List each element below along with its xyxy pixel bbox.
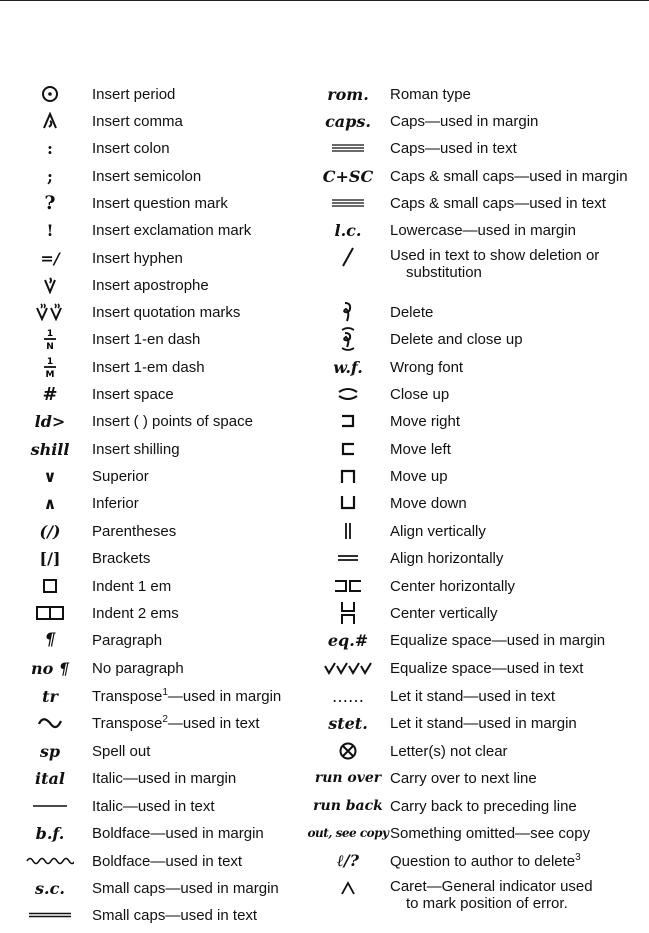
list-item bbox=[18, 875, 279, 901]
list-item bbox=[316, 518, 486, 544]
item-label: Move up bbox=[390, 467, 448, 485]
something-omitted-icon: out, see copy bbox=[307, 826, 389, 840]
list-item bbox=[18, 765, 236, 791]
list-item bbox=[18, 245, 183, 271]
item-label: Equalize space—used in text bbox=[390, 659, 584, 677]
item-label: Insert hyphen bbox=[92, 249, 183, 267]
svg-text:1: 1 bbox=[46, 357, 54, 367]
shilling-icon: shill bbox=[30, 439, 70, 459]
wrong-font-icon: w.f. bbox=[333, 357, 363, 377]
list-item bbox=[316, 354, 463, 380]
italic-text-icon bbox=[18, 802, 82, 810]
inferior-icon: ∧ bbox=[43, 493, 57, 513]
item-label: Insert quotation marks bbox=[92, 303, 241, 321]
list-item bbox=[18, 354, 205, 380]
item-label: Used in text to show deletion or substitution bbox=[390, 247, 600, 281]
center-horizontally-icon bbox=[316, 579, 380, 593]
list-item bbox=[316, 490, 467, 516]
caps-small-caps-text-icon bbox=[316, 198, 380, 208]
list-item bbox=[313, 793, 577, 819]
list-item bbox=[18, 820, 264, 846]
list-item bbox=[316, 381, 449, 407]
list-item bbox=[18, 408, 253, 434]
list-item bbox=[18, 272, 209, 298]
svg-text:1: 1 bbox=[46, 329, 54, 339]
list-item bbox=[316, 683, 555, 709]
item-label: Italic—used in text bbox=[92, 797, 215, 815]
align-vertically-icon bbox=[316, 522, 380, 540]
item-label: Insert exclamation mark bbox=[92, 221, 252, 239]
list-item bbox=[18, 190, 228, 216]
item-label: Carry over to next line bbox=[390, 769, 537, 787]
space-icon: # bbox=[42, 383, 58, 405]
roman-type-icon: rom. bbox=[327, 84, 369, 104]
colon-icon: : bbox=[47, 138, 53, 158]
transpose-margin-icon: tr bbox=[42, 686, 58, 706]
question-to-author-icon: ℓ/? bbox=[336, 851, 360, 870]
list-item bbox=[18, 683, 281, 709]
item-label: Brackets bbox=[92, 549, 151, 567]
list-item bbox=[316, 436, 451, 462]
top-rule bbox=[0, 0, 649, 1]
list-item bbox=[316, 190, 606, 216]
item-label: Insert space bbox=[92, 385, 174, 403]
list-item bbox=[316, 135, 517, 161]
list-item bbox=[18, 655, 184, 681]
lowercase-margin-icon: l.c. bbox=[334, 220, 362, 240]
list-item bbox=[18, 163, 201, 189]
item-label: Equalize space—used in margin bbox=[390, 631, 606, 649]
question-mark-icon: ? bbox=[44, 192, 56, 214]
item-label: Move right bbox=[390, 412, 461, 430]
item-label: Caps—used in text bbox=[390, 139, 517, 157]
list-item bbox=[316, 738, 508, 764]
paragraph-icon: ¶ bbox=[44, 630, 56, 650]
list-item bbox=[18, 436, 180, 462]
caps-text-icon bbox=[316, 143, 380, 153]
list-item bbox=[316, 765, 537, 791]
list-item bbox=[316, 627, 605, 653]
indent-1-em-icon bbox=[18, 578, 82, 594]
list-item bbox=[18, 326, 200, 352]
item-label: Lowercase—used in margin bbox=[390, 221, 576, 239]
list-item bbox=[316, 408, 460, 434]
period-circle-icon bbox=[18, 85, 82, 103]
equalize-space-text-icon bbox=[316, 661, 380, 675]
item-label: Delete bbox=[390, 303, 434, 321]
indent-2-ems-icon bbox=[18, 605, 82, 621]
item-label: Caps & small caps—used in margin bbox=[390, 167, 628, 185]
list-item bbox=[316, 710, 577, 736]
item-label: Italic—used in margin bbox=[92, 769, 237, 787]
apostrophe-icon bbox=[18, 276, 82, 294]
small-caps-margin-icon: s.c. bbox=[35, 878, 65, 898]
move-down-icon bbox=[316, 495, 380, 511]
item-label: Roman type bbox=[390, 85, 471, 103]
boldface-margin-icon: b.f. bbox=[35, 823, 65, 843]
center-vertically-icon bbox=[316, 601, 380, 625]
move-left-icon bbox=[316, 442, 380, 456]
item-label: Indent 2 ems bbox=[92, 604, 179, 622]
item-label: Caps—used in margin bbox=[390, 112, 539, 130]
no-paragraph-icon: no ¶ bbox=[30, 658, 70, 678]
list-item bbox=[18, 135, 170, 161]
list-item bbox=[316, 217, 576, 243]
list-item bbox=[316, 878, 593, 918]
item-label: Small caps—used in text bbox=[92, 906, 258, 924]
item-label: Insert colon bbox=[92, 139, 170, 157]
points-of-space-icon: ld> bbox=[34, 411, 66, 431]
list-item bbox=[316, 463, 448, 489]
item-label: Let it stand—used in margin bbox=[390, 714, 577, 732]
list-item bbox=[316, 848, 581, 874]
list-item bbox=[316, 545, 503, 571]
caps-small-caps-margin-icon: C+SC bbox=[322, 166, 374, 186]
close-up-icon bbox=[316, 387, 380, 401]
list-item bbox=[18, 518, 176, 544]
delete-icon bbox=[316, 301, 380, 323]
item-label: Wrong font bbox=[390, 358, 464, 376]
list-item bbox=[18, 573, 171, 599]
item-label: Insert semicolon bbox=[92, 167, 202, 185]
item-label: Insert 1-en dash bbox=[92, 330, 201, 348]
spell-out-icon: sp bbox=[39, 741, 61, 761]
list-item bbox=[18, 710, 260, 736]
slash-icon bbox=[316, 247, 380, 267]
item-label: Inferior bbox=[92, 494, 139, 512]
small-caps-text-icon bbox=[18, 911, 82, 919]
item-label: Move down bbox=[390, 494, 467, 512]
item-label: Small caps—used in margin bbox=[92, 879, 279, 897]
item-label: Let it stand—used in text bbox=[390, 687, 556, 705]
hyphen-icon: =/ bbox=[40, 248, 60, 268]
semicolon-icon: ; bbox=[47, 166, 53, 186]
caps-margin-icon: caps. bbox=[325, 111, 371, 131]
list-item bbox=[316, 573, 515, 599]
list-item bbox=[316, 108, 538, 134]
item-label: Insert 1-em dash bbox=[92, 358, 205, 376]
list-item bbox=[316, 326, 523, 352]
carry-back-icon: run back bbox=[313, 798, 383, 814]
move-right-icon bbox=[316, 414, 380, 428]
list-item bbox=[316, 655, 583, 681]
em-dash-icon bbox=[18, 356, 82, 378]
item-label: Center vertically bbox=[390, 604, 498, 622]
superior-icon: ∨ bbox=[43, 466, 57, 486]
list-item bbox=[316, 163, 628, 189]
list-item bbox=[18, 217, 251, 243]
list-item bbox=[18, 299, 240, 325]
item-label: Transpose$^2$—used in text bbox=[92, 714, 260, 732]
item-label: Boldface—used in margin bbox=[92, 824, 264, 842]
list-item bbox=[18, 738, 150, 764]
item-label: Indent 1 em bbox=[92, 577, 172, 595]
list-item bbox=[307, 820, 591, 846]
list-item bbox=[18, 81, 175, 107]
list-item bbox=[316, 81, 471, 107]
item-label: Caret—General indicator used to mark position of error. bbox=[390, 878, 593, 912]
item-label: Transpose$^1$—used in margin bbox=[92, 687, 282, 705]
quotation-marks-icon bbox=[18, 303, 82, 321]
item-label: Insert question mark bbox=[92, 194, 228, 212]
item-label: Insert shilling bbox=[92, 440, 180, 458]
let-it-stand-margin-icon: stet. bbox=[328, 713, 368, 733]
move-up-icon bbox=[316, 468, 380, 484]
item-label: Close up bbox=[390, 385, 450, 403]
parentheses-icon: (/) bbox=[39, 521, 61, 541]
list-item bbox=[18, 902, 257, 928]
item-label: Insert apostrophe bbox=[92, 276, 209, 294]
item-label: Something omitted—see copy bbox=[390, 824, 591, 842]
item-label: Letter(s) not clear bbox=[390, 742, 508, 760]
carry-over-icon: run over bbox=[314, 770, 382, 786]
boldface-text-icon bbox=[18, 856, 82, 866]
list-item bbox=[18, 793, 215, 819]
en-dash-icon bbox=[18, 328, 82, 350]
item-label: Boldface—used in text bbox=[92, 852, 243, 870]
let-it-stand-text-icon: …… bbox=[332, 686, 364, 706]
italic-margin-icon: ital bbox=[35, 768, 65, 788]
list-item bbox=[18, 545, 150, 571]
letters-not-clear-icon bbox=[316, 742, 380, 760]
item-label: Superior bbox=[92, 467, 149, 485]
item-label: Carry back to preceding line bbox=[390, 797, 577, 815]
caret-icon bbox=[316, 878, 380, 898]
item-label: Insert period bbox=[92, 85, 176, 103]
list-item bbox=[18, 600, 179, 626]
comma-caret-icon bbox=[18, 112, 82, 130]
brackets-icon: [/] bbox=[39, 548, 61, 568]
item-label: Paragraph bbox=[92, 631, 163, 649]
list-item bbox=[18, 627, 162, 653]
equalize-space-margin-icon: eq.# bbox=[327, 630, 369, 650]
list-item bbox=[316, 299, 433, 325]
list-item bbox=[316, 600, 498, 626]
item-label: Question to author to delete$^3$ bbox=[390, 852, 581, 870]
delete-close-up-icon bbox=[316, 327, 380, 351]
item-label: Insert ( ) points of space bbox=[92, 412, 253, 430]
item-label: Parentheses bbox=[92, 522, 177, 540]
list-item bbox=[18, 490, 139, 516]
item-label: No paragraph bbox=[92, 659, 184, 677]
item-label: Delete and close up bbox=[390, 330, 523, 348]
item-label: Spell out bbox=[92, 742, 151, 760]
transpose-text-icon bbox=[18, 715, 82, 731]
list-item bbox=[18, 108, 183, 134]
item-label: Align vertically bbox=[390, 522, 486, 540]
item-label: Align horizontally bbox=[390, 549, 504, 567]
list-item bbox=[18, 848, 242, 874]
list-item bbox=[18, 463, 149, 489]
svg-text:N: N bbox=[46, 342, 54, 350]
item-label: Caps & small caps—used in text bbox=[390, 194, 606, 212]
item-label: Center horizontally bbox=[390, 577, 516, 595]
svg-text:M: M bbox=[45, 370, 55, 378]
item-label: Insert comma bbox=[92, 112, 183, 130]
align-horizontally-icon bbox=[316, 554, 380, 562]
exclamation-mark-icon: ! bbox=[46, 220, 54, 240]
list-item bbox=[316, 247, 599, 287]
list-item bbox=[18, 381, 174, 407]
item-label: Move left bbox=[390, 440, 451, 458]
